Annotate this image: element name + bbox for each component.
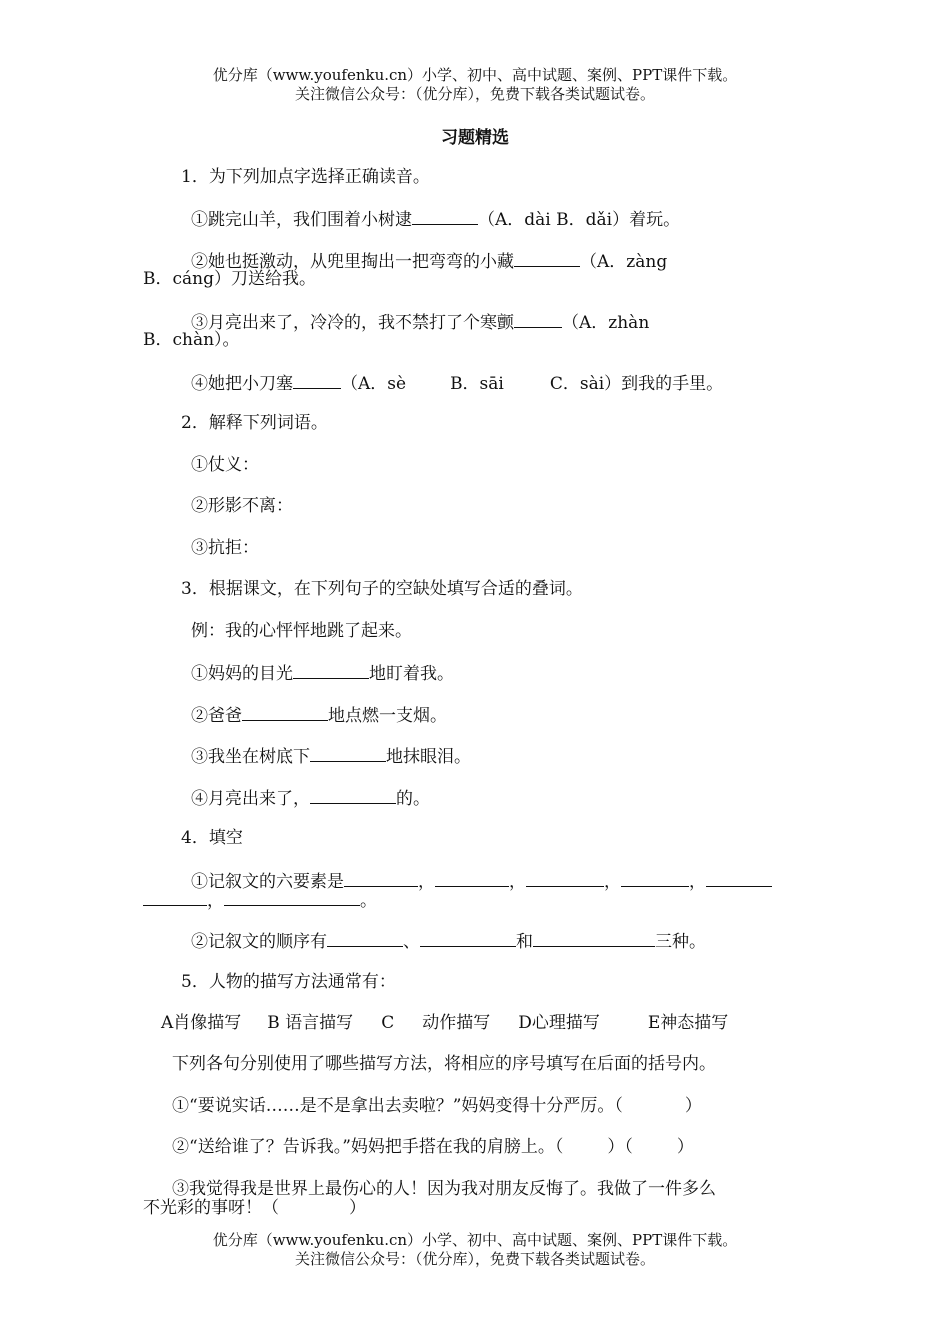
method-c: C <box>381 1013 395 1033</box>
separator: ， <box>604 872 621 892</box>
separator: 、 <box>403 932 420 952</box>
q4-item-b <box>191 930 706 952</box>
q1-c-option-a: （A．zhàn <box>562 313 650 333</box>
q5-s3-text: 不光彩的事呀！（ <box>143 1198 279 1218</box>
q1-heading: 1．为下列加点字选择正确读音。 <box>181 167 430 187</box>
q1-c-text: ③月亮出来了，冷冷的，我不禁打了个寒颤 <box>191 313 514 333</box>
q5-s2-close: ） <box>676 1137 694 1157</box>
q3-b-end: 地点燃一支烟。 <box>328 706 447 726</box>
q5-sentence-1 <box>172 1096 702 1116</box>
q5-sentence-3: ③我觉得我是世界上最伤心的人！因为我对朋友反悔了。我做了一件多么 <box>172 1179 716 1199</box>
answer-blank[interactable] <box>143 889 207 906</box>
page-title: 习题精选 <box>441 128 509 148</box>
q5-s2-text: ②“送给谁了？告诉我。”妈妈把手搭在我的肩膀上。（ <box>172 1137 564 1157</box>
q5-s3-close: ） <box>349 1198 366 1218</box>
q3-c-text: ③我坐在树底下 <box>191 747 310 767</box>
q2-item-1: ①仗义： <box>191 455 259 475</box>
method-a: A肖像描写 <box>161 1013 242 1033</box>
q4-b-end: 三种。 <box>655 932 706 952</box>
answer-blank[interactable] <box>435 870 509 887</box>
q3-item-d <box>191 787 430 809</box>
q3-a-text: ①妈妈的目光 <box>191 664 293 684</box>
answer-blank[interactable] <box>310 787 396 804</box>
method-b: B 语言描写 <box>267 1013 354 1033</box>
method-c-label: 动作描写 <box>422 1013 491 1033</box>
q3-item-c <box>191 745 471 767</box>
footer-line-2: 关注微信公众号：（优分库），免费下载各类试题试卷。 <box>294 1250 655 1268</box>
q1-d-text: ④她把小刀塞 <box>191 374 293 394</box>
answer-blank[interactable] <box>293 662 369 679</box>
method-e: E神态描写 <box>647 1013 729 1033</box>
page-header <box>0 66 950 104</box>
q2-item-2: ②形影不离： <box>191 496 293 516</box>
footer-line-1: 优分库（www.youfenku.cn）小学、初中、高中试题、案例、PPT课件下载。 <box>212 1231 738 1249</box>
answer-blank[interactable] <box>327 930 403 947</box>
q5-s1-text: ①“要说实话……是不是拿出去卖啦？”妈妈变得十分严厉。（ <box>172 1096 623 1116</box>
q1-item-a <box>191 208 680 230</box>
answer-blank[interactable] <box>514 250 580 267</box>
q4-a-text: ①记叙文的六要素是 <box>191 872 344 892</box>
q3-d-end: 的。 <box>396 789 430 809</box>
conjunction: 和 <box>516 932 533 952</box>
q4-a-continuation <box>143 889 377 911</box>
q5-heading: 5．人物的描写方法通常有： <box>181 972 396 992</box>
q1-b-continuation: B．cáng）刀送给我。 <box>143 269 316 289</box>
answer-blank[interactable] <box>224 889 360 906</box>
q5-sentence-2 <box>172 1137 694 1157</box>
answer-blank[interactable] <box>242 704 328 721</box>
q1-item-d <box>191 372 723 394</box>
q3-c-end: 地抹眼泪。 <box>386 747 471 767</box>
q5-s1-close: ） <box>684 1096 702 1116</box>
q3-a-end: 地盯着我。 <box>369 664 454 684</box>
q5-methods <box>161 1013 728 1033</box>
q1-b-text: ②她也挺激动，从兜里掏出一把弯弯的小藏 <box>191 252 514 272</box>
q1-b-option-a: （A．zàng <box>580 252 668 272</box>
q1-c-continuation: B．chàn）。 <box>143 330 240 350</box>
q3-item-b <box>191 704 447 726</box>
q5-sentence-3-continuation <box>143 1198 366 1218</box>
q3-example: 例：我的心怦怦地跳了起来。 <box>191 621 412 641</box>
method-d: D心理描写 <box>518 1013 600 1033</box>
answer-blank[interactable] <box>533 930 655 947</box>
separator: ， <box>509 872 526 892</box>
q5-instruction: 下列各句分别使用了哪些描写方法，将相应的序号填写在后面的括号内。 <box>172 1054 716 1074</box>
answer-blank[interactable] <box>344 870 418 887</box>
header-line-2: 关注微信公众号：（优分库），免费下载各类试题试卷。 <box>294 85 655 103</box>
q3-heading: 3．根据课文，在下列句子的空缺处填写合适的叠词。 <box>181 579 583 599</box>
q4-b-text: ②记叙文的顺序有 <box>191 932 327 952</box>
answer-blank[interactable] <box>526 870 604 887</box>
answer-blank[interactable] <box>621 870 689 887</box>
separator: ， <box>689 872 706 892</box>
end-period: 。 <box>360 891 377 911</box>
q3-d-text: ④月亮出来了， <box>191 789 310 809</box>
answer-blank[interactable] <box>514 311 562 328</box>
answer-blank[interactable] <box>420 930 516 947</box>
q3-item-a <box>191 662 454 684</box>
q1-a-text: ①跳完山羊，我们围着小树逮 <box>191 210 412 230</box>
q1-d-option-a: （A．sè <box>341 374 407 394</box>
answer-blank[interactable] <box>293 372 341 389</box>
q2-item-3: ③抗拒： <box>191 538 259 558</box>
q1-a-options: （A．dài B．dǎi）着玩。 <box>478 210 681 230</box>
separator: ， <box>207 891 224 911</box>
answer-blank[interactable] <box>412 208 478 225</box>
header-line-1: 优分库（www.youfenku.cn）小学、初中、高中试题、案例、PPT课件下载。 <box>212 66 738 84</box>
q1-d-option-c: C．sài）到我的手里。 <box>549 374 724 394</box>
answer-blank[interactable] <box>310 745 386 762</box>
page-footer <box>0 1231 950 1269</box>
q1-d-option-b: B．sāi <box>450 374 504 394</box>
q4-heading: 4．填空 <box>181 828 243 848</box>
q3-b-text: ②爸爸 <box>191 706 242 726</box>
separator: ， <box>418 872 435 892</box>
answer-blank[interactable] <box>706 870 772 887</box>
q5-s2-mid: ）（ <box>607 1137 633 1157</box>
q2-heading: 2．解释下列词语。 <box>181 413 328 433</box>
q1-item-c <box>191 311 649 333</box>
